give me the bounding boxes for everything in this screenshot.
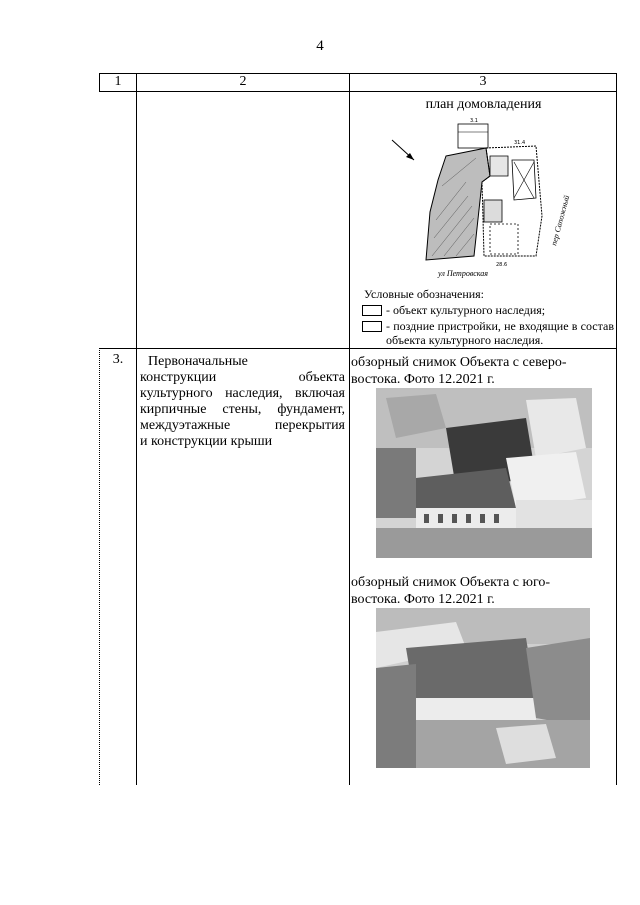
legend-label-annex: - поздние пристройки, не входящие в состав объекта культурного наследия.: [386, 319, 614, 347]
header-col-1: 1: [114, 74, 122, 89]
legend-swatch-heritage: [362, 305, 382, 316]
svg-text:28.6: 28.6: [496, 262, 508, 268]
heritage-building-shape: [426, 148, 490, 260]
photo-northeast: [376, 388, 592, 558]
north-arrow-icon: [392, 140, 414, 160]
svg-text:31.4: 31.4: [514, 140, 526, 146]
plan-title: план домовладения: [425, 97, 542, 112]
photo1-caption-line: обзорный снимок Объекта с северо-: [351, 355, 567, 370]
page-number: 4: [316, 38, 324, 54]
photo2-caption: [351, 574, 616, 608]
legend-label-heritage: - объект культурного наследия;: [386, 303, 546, 317]
description-line: междуэтажные перекрытия: [140, 418, 345, 433]
description-line: и конструкции крыши: [140, 434, 273, 449]
legend-swatch-annex: [362, 321, 382, 332]
description-line: культурного наследия, включая: [140, 386, 345, 401]
svg-text:3.1: 3.1: [470, 118, 478, 124]
description-line: Первоначальные: [148, 354, 248, 369]
description-line: кирпичные стены, фундамент,: [140, 402, 345, 417]
map-label-street-bottom: ул Петровская: [438, 269, 489, 278]
photo2-caption-line: обзорный снимок Объекта с юго-: [351, 575, 551, 590]
map-label-street-right: пер Сапожный: [549, 194, 572, 247]
photo2-caption-line: востока. Фото 12.2021 г.: [351, 592, 495, 607]
header-col-2: 2: [239, 74, 247, 89]
header-col-3: 3: [479, 74, 487, 89]
site-plan-drawing: [386, 116, 572, 280]
photo1-caption: [351, 354, 616, 388]
photo-southeast: [376, 608, 590, 768]
row3-number: 3.: [112, 352, 124, 367]
legend-title: Условные обозначения:: [364, 287, 485, 301]
photo1-caption-line: востока. Фото 12.2021 г.: [351, 372, 495, 387]
description-line: конструкции объекта: [140, 370, 345, 385]
